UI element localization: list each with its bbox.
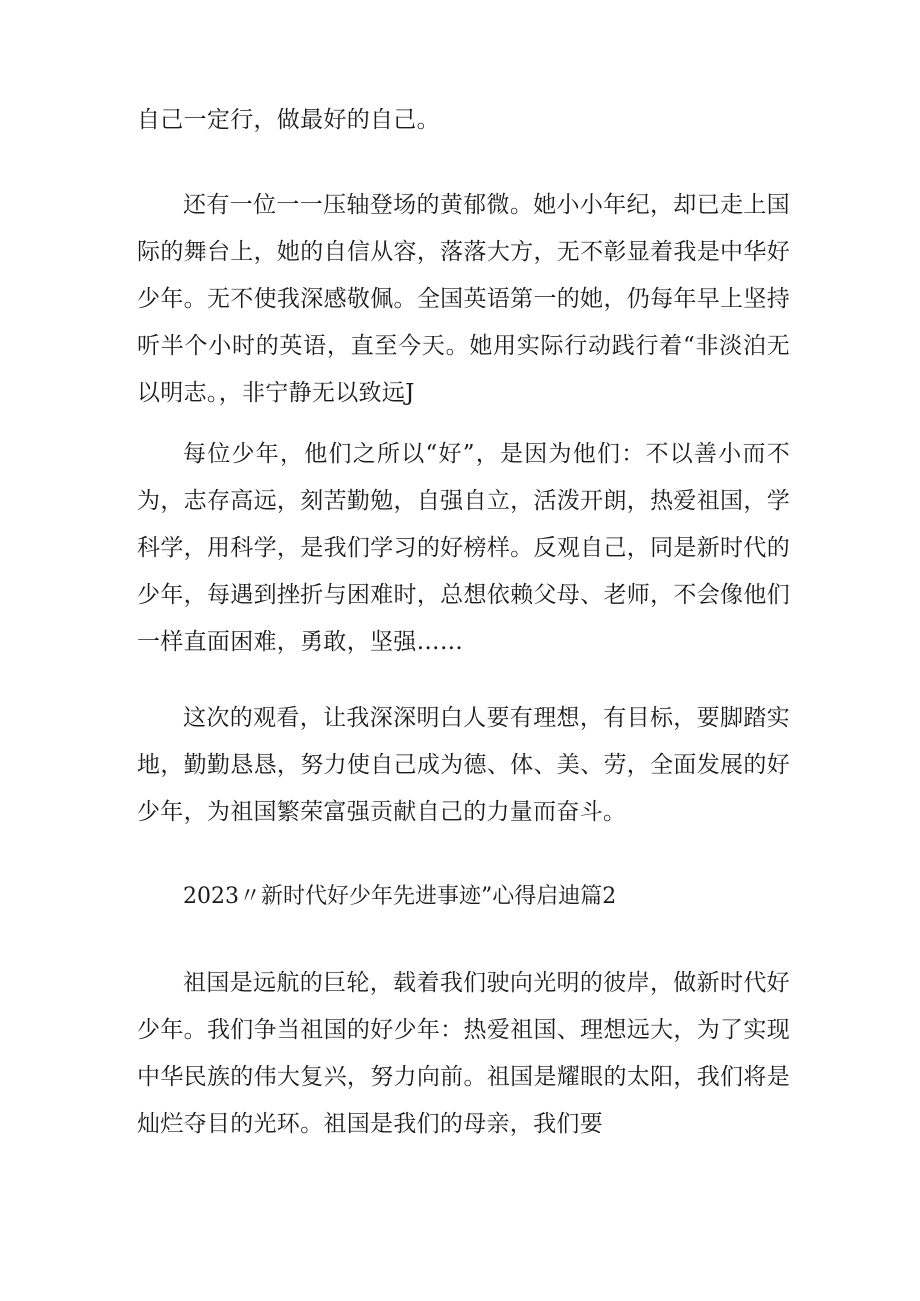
paragraph-huang-yuwei: 还有一位一一压轴登场的黄郁微。她小小年纪，却已走上国际的舞台上，她的自信从容，落落大方，无不彰显着我是中华好少年。无不使我深感敬佩。全国英语第一的她，仍每年早上坚持听半个小时的英语，直至今天。她用实际行动践行着“非淡泊无以明志。，非宁静无以致远J <box>137 192 790 406</box>
paragraph-continuation: 自己一定行，做最好的自己。 <box>137 107 440 133</box>
paragraph-every-youth: 每位少年，他们之所以“好”，是因为他们：不以善小而不为，志存高远，刻苦勤勉，自强自立，活泼开朗，热爱祖国，学科学，用科学，是我们学习的好榜样。反观自己，同是新时代的少年，每遇到挫折与困难时，总想依赖父母、老师，不会像他们一样直面困难，勇敢，坚强…… <box>137 441 790 655</box>
paragraph-reflection: 这次的观看，让我深深明白人要有理想，有目标，要脚踏实地，勤勤恳恳，努力使自己成为德、体、美、劳，全面发展的好少年，为祖国繁荣富强贡献自己的力量而奋斗。 <box>137 705 790 825</box>
section-heading: 2023〃新时代好少年先进事迹”心得启迪篇2 <box>183 884 617 909</box>
paragraph-motherland: 祖国是远航的巨轮，载着我们驶向光明的彼岸，做新时代好少年。我们争当祖国的好少年：热爱祖国、理想远大，为了实现中华民族的伟大复兴，努力向前。祖国是耀眼的太阳，我们将是灿烂夺目的光环。祖国是我们的母亲，我们要 <box>137 970 790 1137</box>
